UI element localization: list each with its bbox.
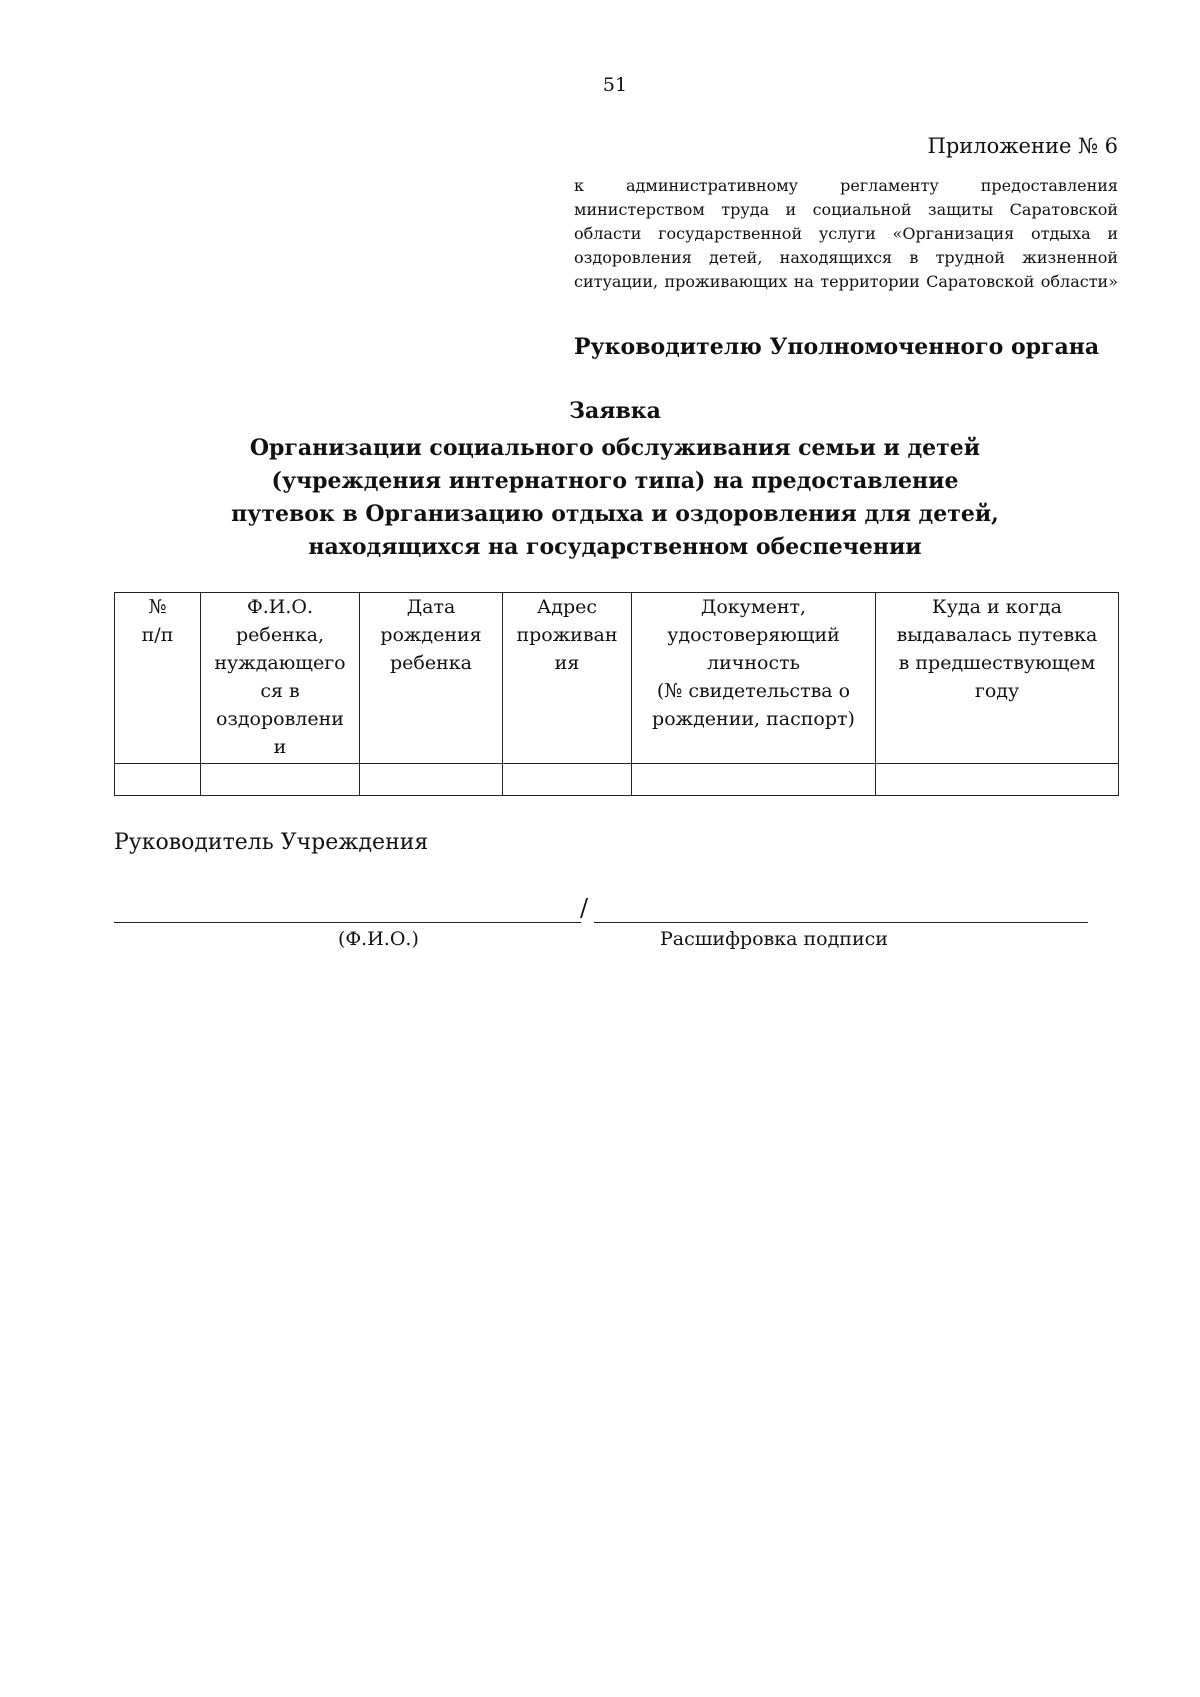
- request-subtitle: [0, 432, 1200, 564]
- signature-caption-name: (Ф.И.О.): [338, 928, 419, 950]
- signature-decoding-line: [594, 922, 1088, 923]
- table-cell: [503, 764, 632, 796]
- appendix-title: Приложение № 6: [927, 134, 1118, 158]
- appendix-description-line: оздоровления детей, находящихся в трудной жизненной: [574, 248, 1118, 267]
- table-cell: [201, 764, 360, 796]
- signature-slash: /: [580, 894, 589, 922]
- header-line: Адрес: [536, 596, 598, 618]
- header-line: нуждающего: [214, 652, 346, 674]
- column-header-birth-date: [360, 593, 503, 764]
- header-line: Куда и когда: [932, 596, 1062, 618]
- table-cell: [115, 764, 201, 796]
- request-subtitle-line: путевок в Организацию отдыха и оздоровления для детей,: [231, 501, 999, 527]
- header-line: рождения: [380, 624, 482, 646]
- table-header-row: [115, 593, 1119, 764]
- appendix-description-line: к административному регламенту предоставления: [574, 176, 1118, 195]
- column-header-child-name: [201, 593, 360, 764]
- table-cell: [632, 764, 876, 796]
- header-line: ся в: [260, 680, 300, 702]
- header-line: проживан: [516, 624, 618, 646]
- table-cell: [876, 764, 1119, 796]
- header-line: ребенка: [390, 652, 472, 674]
- header-line: в предшествующем: [898, 652, 1096, 674]
- table-cell: [360, 764, 503, 796]
- request-subtitle-line: (учреждения интернатного типа) на предоставление: [271, 468, 959, 494]
- column-header-number: [115, 593, 201, 764]
- request-title: Заявка: [569, 398, 661, 424]
- appendix-description-line: ситуации, проживающих на территории Саратовской области»: [574, 272, 1118, 291]
- header-line: Ф.И.О.: [246, 596, 314, 618]
- header-line: №: [148, 596, 167, 618]
- signature-caption-decoding: Расшифровка подписи: [660, 928, 888, 950]
- request-subtitle-line: находящихся на государственном обеспечении: [308, 534, 922, 560]
- header-line: личность: [707, 652, 800, 674]
- column-header-previous-voucher: [876, 593, 1119, 764]
- header-line: году: [974, 680, 1020, 702]
- appendix-description-line: министерством труда и социальной защиты Саратовской: [574, 200, 1118, 219]
- header-line: п/п: [141, 624, 174, 646]
- manager-label: Руководитель Учреждения: [114, 830, 429, 855]
- header-line: Документ,: [700, 596, 807, 618]
- request-table: [114, 592, 1119, 796]
- addressee: Руководителю Уполномоченного органа: [574, 334, 1100, 360]
- header-line: удостоверяющий: [667, 624, 840, 646]
- header-line: рождении, паспорт): [652, 708, 855, 730]
- header-line: оздоровлени: [216, 708, 344, 730]
- column-header-address: [503, 593, 632, 764]
- request-subtitle-line: Организации социального обслуживания семьи и детей: [249, 435, 981, 461]
- signature-line: [114, 922, 581, 923]
- table-row: [115, 764, 1119, 796]
- header-line: ия: [554, 652, 580, 674]
- appendix-description-line: области государственной услуги «Организация отдыха и: [574, 224, 1118, 243]
- header-line: (№ свидетельства о: [656, 680, 851, 702]
- page-number: 51: [602, 74, 628, 96]
- header-line: Дата: [406, 596, 456, 618]
- header-line: ребенка,: [236, 624, 324, 646]
- header-line: и: [273, 736, 287, 758]
- header-line: выдавалась путевка: [896, 624, 1098, 646]
- column-header-identity-document: [632, 593, 876, 764]
